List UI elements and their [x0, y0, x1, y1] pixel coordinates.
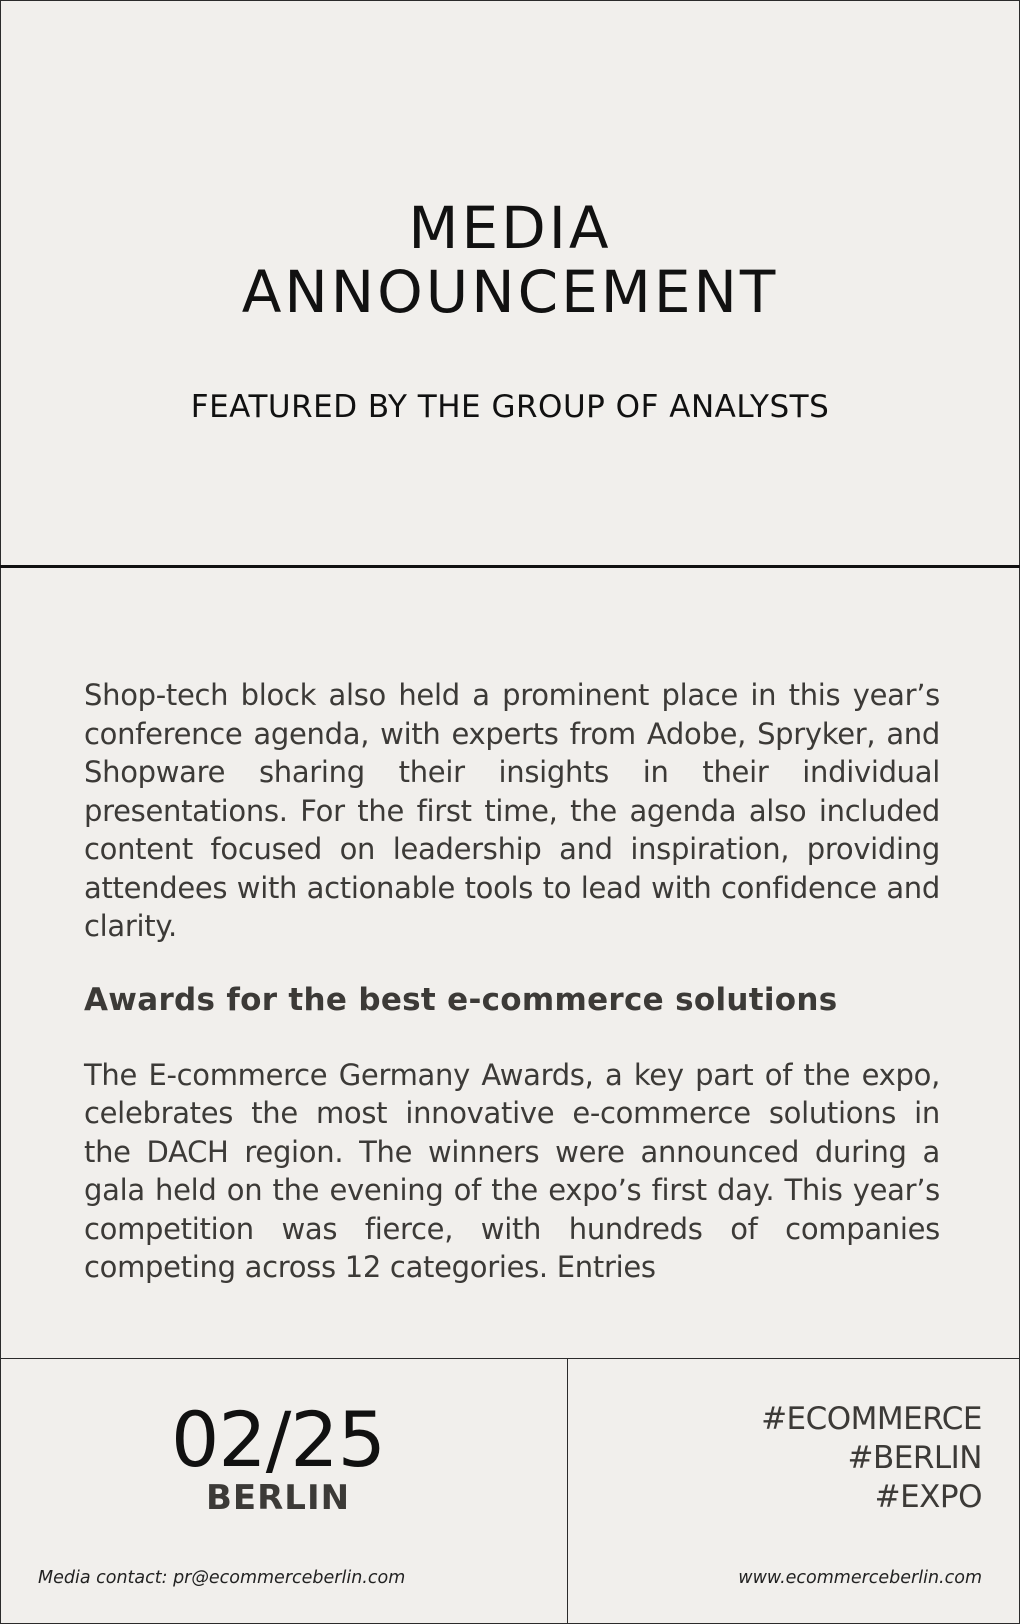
article-paragraph-2: The E-commerce Germany Awards, a key part of the expo, celebrates the most innovative e-commerce solutions in the DACH region. The winners were announced during a gala held on the evening of the expo’s first day. This year’s competition was fierce, with hundreds of companies competing across 12 categories. Entries	[84, 1057, 940, 1284]
hashtag-expo: #EXPO	[874, 1479, 982, 1515]
hashtag-list	[761, 1400, 982, 1517]
hashtag-ecommerce: #ECOMMERCE	[761, 1401, 982, 1437]
website-link[interactable]: www.ecommerceberlin.com	[738, 1568, 982, 1588]
footer-divider-horizontal	[0, 1358, 1020, 1359]
hashtag-berlin: #BERLIN	[847, 1440, 982, 1476]
title-line-1: MEDIA	[408, 194, 612, 262]
page-title	[0, 196, 1020, 324]
page-subtitle: FEATURED BY THE GROUP OF ANALYSTS	[190, 389, 830, 425]
media-contact: Media contact: pr@ecommerceberlin.com	[38, 1568, 406, 1588]
title-line-2: ANNOUNCEMENT	[241, 258, 779, 326]
article-paragraph-1: Shop-tech block also held a prominent place in this year’s conference agenda, with experts from Adobe, Spryker, and Shopware sharing their insights in their individual presentations. For the first time, the agenda also included content focused on leadership and inspiration, providing attendees with actionable tools to lead with confidence and clarity.	[84, 678, 940, 943]
article-body	[84, 676, 940, 1287]
header-section	[0, 0, 1020, 568]
article-viewport	[0, 570, 1020, 1290]
issue-date: 02/25	[170, 1395, 386, 1484]
article-heading: Awards for the best e-commerce solutions	[84, 981, 838, 1018]
footer-divider-vertical	[567, 1358, 568, 1624]
event-city: BERLIN	[205, 1478, 351, 1518]
